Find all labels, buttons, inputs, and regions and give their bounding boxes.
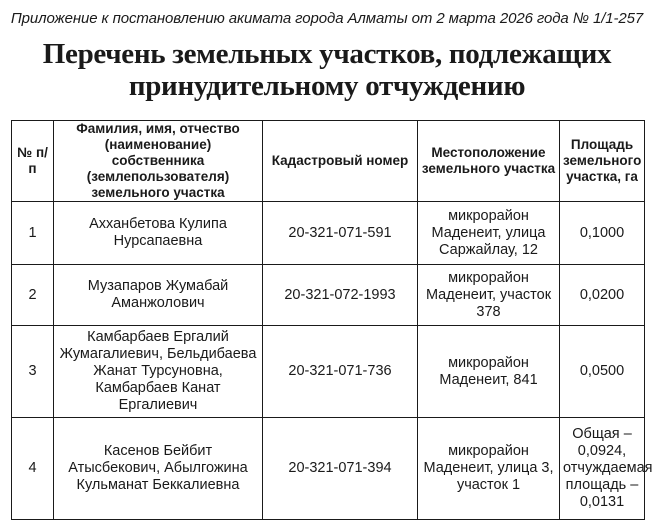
column-header-area: Площадь земельного участка, га (560, 121, 645, 202)
document-title: Перечень земельных участков, подлежащих принудительному отчуждению (42, 38, 612, 102)
cadastral-cell: 20-321-071-591 (263, 202, 418, 265)
table-row (12, 265, 645, 326)
table-row (12, 202, 645, 265)
table-row (12, 418, 645, 520)
column-header-owner: Фамилия, имя, отчество (наименование) собственника (землепользователя) земельного участка (54, 121, 263, 202)
area-cell: 0,0200 (560, 265, 645, 326)
area-cell: 0,1000 (560, 202, 645, 265)
land-plots-table (11, 120, 653, 520)
area-cell: Общая – 0,0924, отчуждаемая площадь – 0,0131 (560, 418, 645, 520)
column-header-cadastral: Кадастровый номер (263, 121, 418, 202)
row-number: 3 (12, 326, 54, 418)
cadastral-cell: 20-321-071-736 (263, 326, 418, 418)
document-subtitle: Приложение к постановлению акимата города Алматы от 2 марта 2026 года № 1/1-257 (10, 10, 644, 27)
row-number: 1 (12, 202, 54, 265)
owner-cell: Ахханбетова Кулипа Нурсапаевна (54, 202, 263, 265)
cadastral-cell: 20-321-072-1993 (263, 265, 418, 326)
column-header-location: Местоположение земельного участка (418, 121, 560, 202)
owner-cell: Камбарбаев Ергалий Жумагалиевич, Бельдибаева Жанат Турсуновна, Камбарбаев Канат Ергалиевич (54, 326, 263, 418)
table-header-row (12, 121, 645, 202)
owner-cell: Касенов Бейбит Атысбекович, Абылгожина Кульманат Беккалиевна (54, 418, 263, 520)
column-header-num: № п/п (12, 121, 54, 202)
location-cell: микрорайон Маденеит, улица Саржайлау, 12 (418, 202, 560, 265)
row-number: 4 (12, 418, 54, 520)
owner-cell: Музапаров Жумабай Аманжолович (54, 265, 263, 326)
row-number: 2 (12, 265, 54, 326)
location-cell: микрорайон Маденеит, 841 (418, 326, 560, 418)
area-cell: 0,0500 (560, 326, 645, 418)
cadastral-cell: 20-321-071-394 (263, 418, 418, 520)
location-cell: микрорайон Маденеит, участок 378 (418, 265, 560, 326)
table-row (12, 326, 645, 418)
location-cell: микрорайон Маденеит, улица 3, участок 1 (418, 418, 560, 520)
